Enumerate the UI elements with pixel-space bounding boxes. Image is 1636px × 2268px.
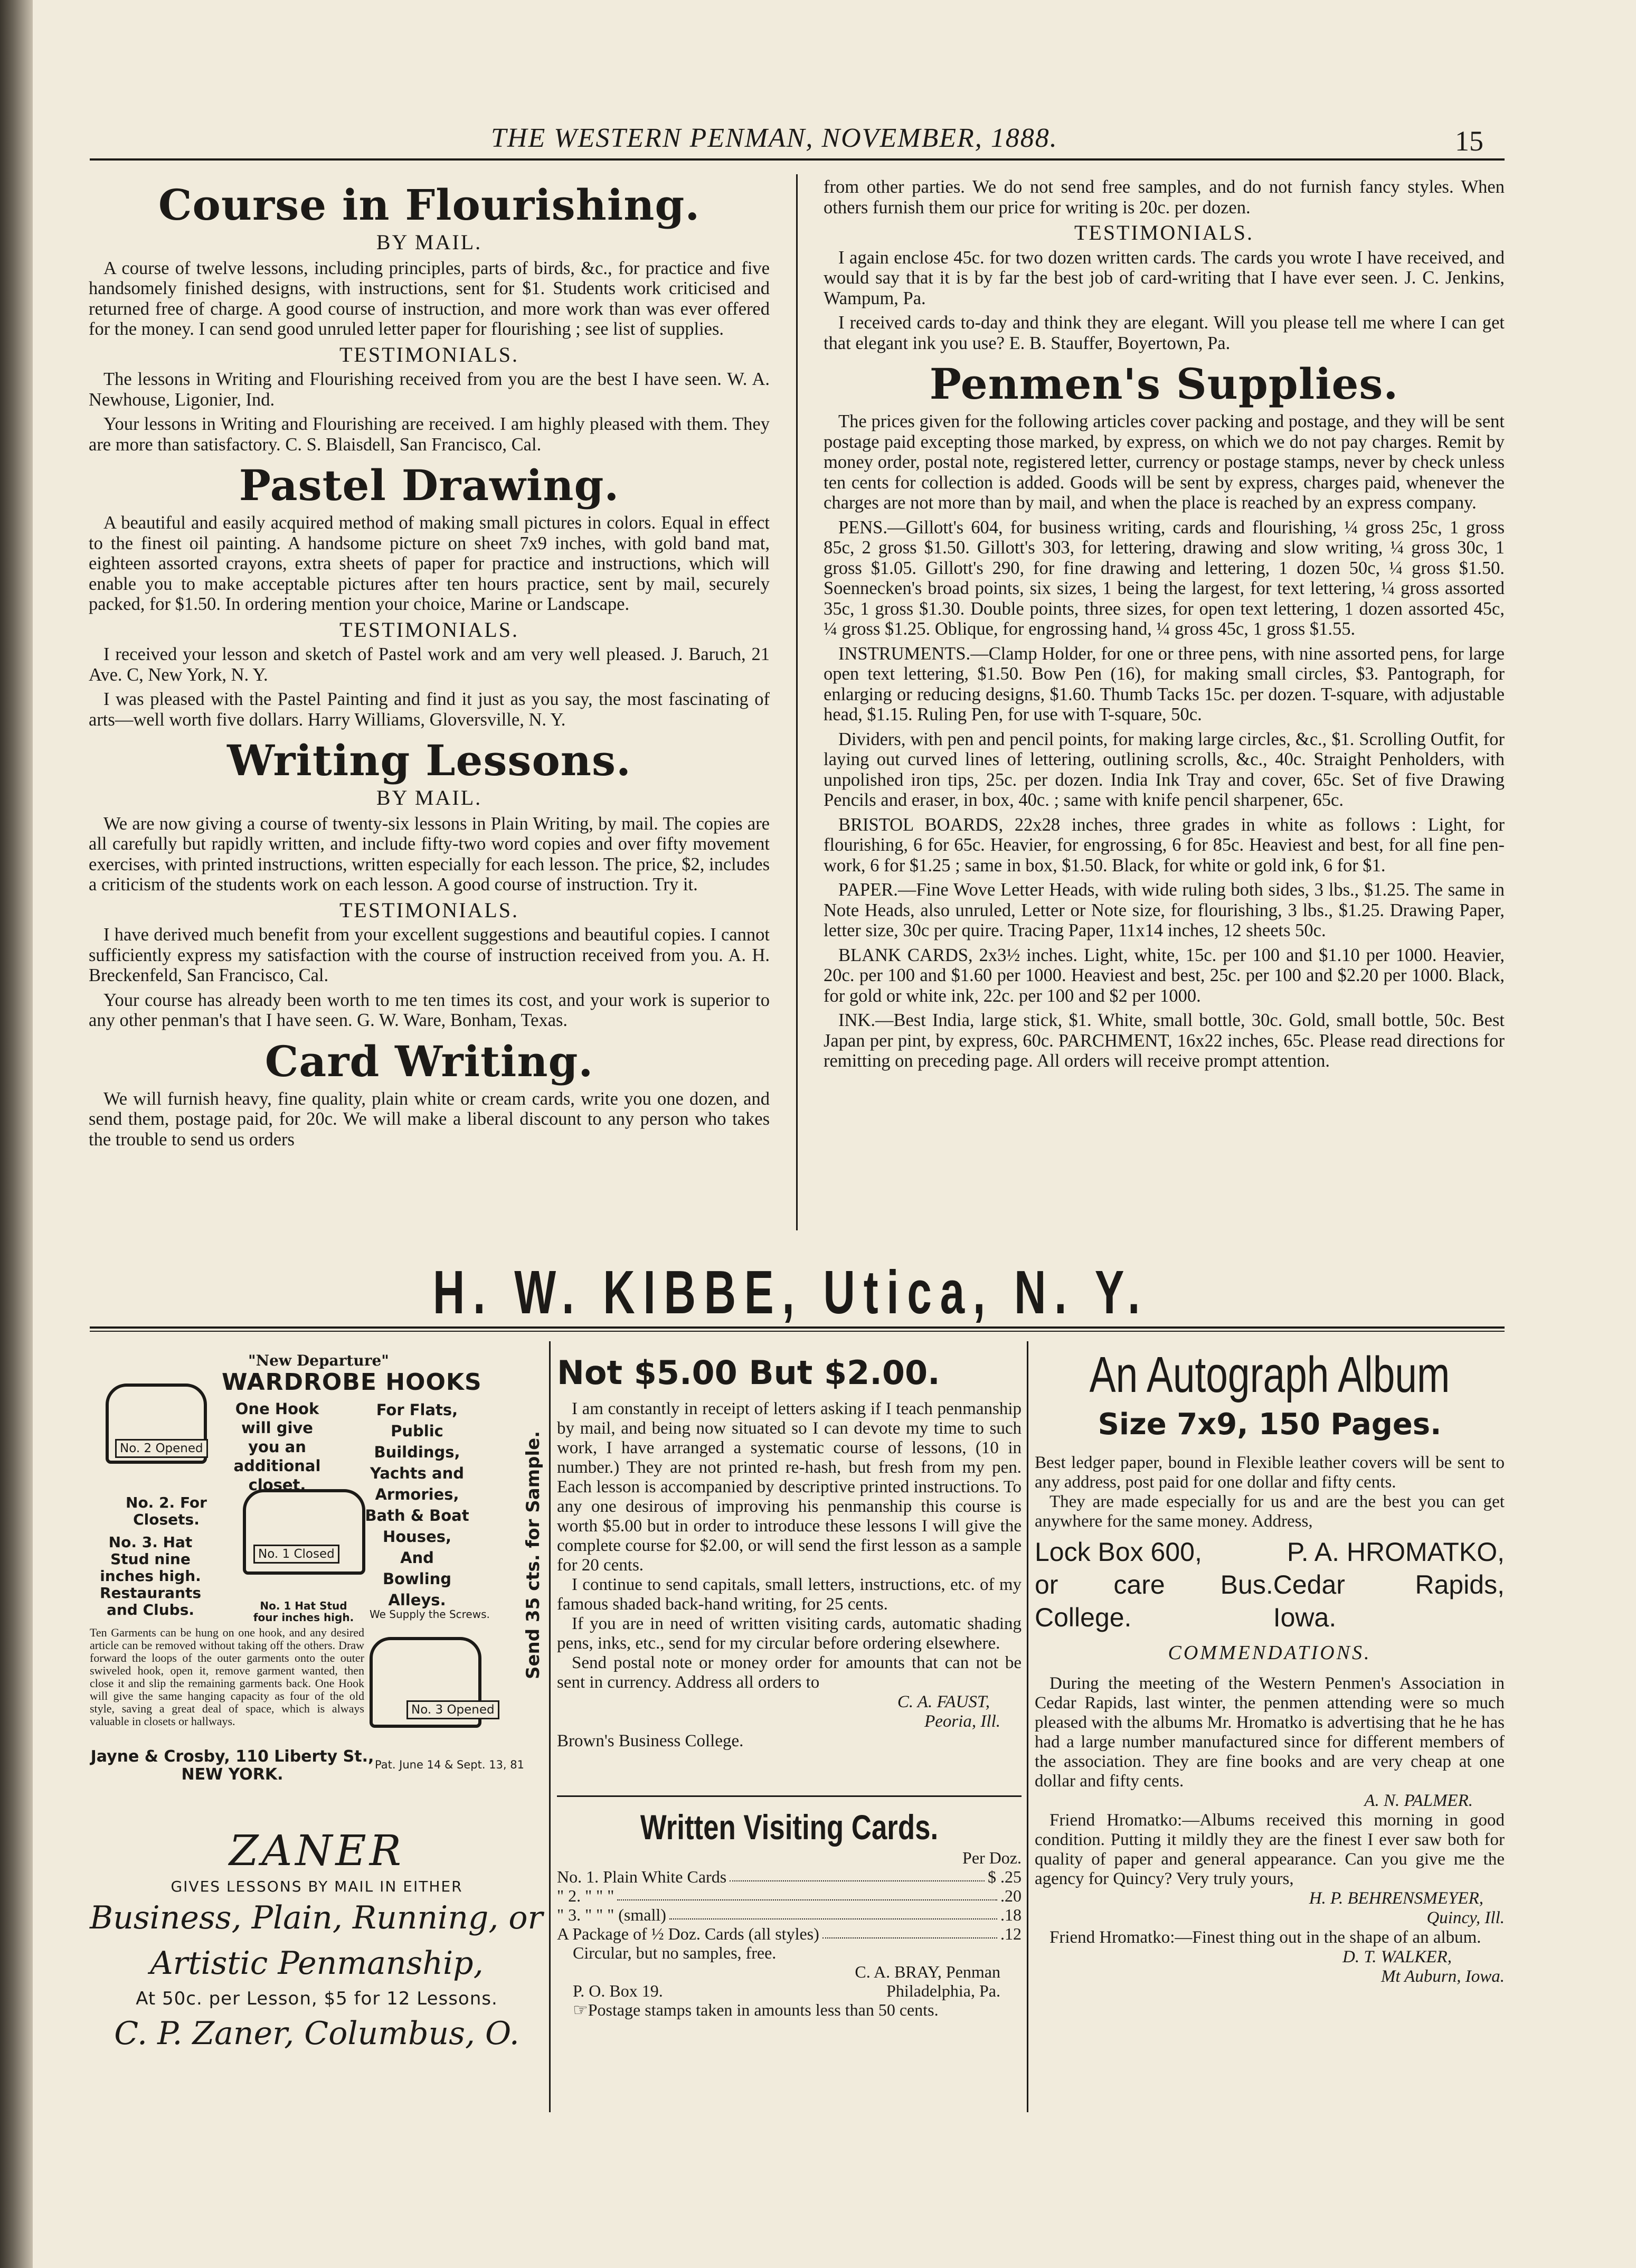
zaner-line5: C. P. Zaner, Columbus, O. — [114, 2015, 519, 2052]
zaner-line3: Artistic Penmanship, — [150, 1945, 484, 1982]
pastel-testimonial-2: I was pleased with the Pastel Painting and find it just as you say, the most fascinating of arts—well worth five dollars. Harry Williams, Gloversville, N. Y. — [89, 689, 770, 730]
album-city: Cedar Rapids, Iowa. — [1273, 1570, 1505, 1632]
pastel-testimonial-1-sig: J. Baruch, 21 Ave. C, New York, N. Y. — [89, 644, 770, 685]
flourishing-testimonial-1: The lessons in Writing and Flourishing received from you are the best I have seen. W. A. Newhouse, Ligonier, Ind. — [89, 369, 770, 410]
ad-divider-1 — [549, 1341, 551, 2112]
header-rule — [90, 158, 1505, 161]
hooks-left-text: One Hook will give you an additional closet. — [233, 1400, 321, 1494]
album-c2-place: Quincy, Ill. — [1426, 1908, 1505, 1927]
album-commendations-label: COMMENDATIONS. — [1168, 1642, 1372, 1664]
cards-row-4: A Package of ½ Doz. Cards (all styles) .12 — [557, 1924, 1022, 1943]
writing-testimonial-2: Your course has already been worth to me ten times its cost, and your work is superior to any other penman's that I have seen. G. W. Ware, Bonham, Texas. — [89, 990, 770, 1030]
faust-bottom-rule — [557, 1795, 1022, 1797]
supplies-heading: Penmen's Supplies. — [929, 359, 1399, 409]
hooks-hat-stud: No. 1 Hat Stud four inches high. — [253, 1599, 354, 1624]
supplies-instruments: INSTRUMENTS.—Clamp Holder, for one or three pens, with nine assorted pens, for large open text lettering, $1.50. Bow Pen (16), for making small circles, $3. Pantograph, for enlarging or reducing designs, $1.60. Thumb Tacks 15c. per dozen. T-square, with adjustable head, $1.15. Ruling Pen, for use with T-square, 50c. — [824, 643, 1505, 724]
page-number: 15 — [1455, 125, 1483, 157]
faust-p1: I am constantly in receipt of letters asking if I teach penmanship by mail, and being now situated so I can devote my time to such work, I have arranged a systematic course of lessons, (10 in number.) They are not printed re-hash, but fresh from my pen. Each lesson is accompanied by descriptive printed instructions. To any one desirous of improving his penmanship this course is worth $5.00 but in order to introduce these lessons I will give the complete course for $2.00, or will send the first lesson as a sample for 20 cents. — [557, 1399, 1022, 1575]
faust-sig-name: C. A. FAUST, — [897, 1692, 990, 1711]
writing-testimonials-label: TESTIMONIALS. — [339, 898, 519, 922]
ads-top-rule-thin — [90, 1331, 1505, 1332]
album-c2: Friend Hromatko:—Albums received this morning in good condition. Putting it mildly they are the finest I ever saw both for quality of paper and general appearance. Can you give me the agency for Quincy? Very truly yours, — [1035, 1811, 1505, 1888]
cards-sig: C. A. BRAY, Penman — [855, 1962, 1000, 1981]
card-testimonial-2: I received cards to-day and think they are elegant. Will you please tell me where I can get that elegant ink you use? E. B. Stauffer, Boyertown, Pa. — [824, 313, 1505, 353]
hooks-side-sample: Send 35 cts. for Sample. — [523, 1431, 544, 1679]
cards-city: Philadelphia, Pa. — [886, 1981, 1000, 2000]
hooks-patent: Pat. June 14 & Sept. 13, 81 — [375, 1758, 524, 1771]
autograph-album-ad — [1035, 1347, 1505, 1987]
album-c3-sig: D. T. WALKER, — [1342, 1947, 1452, 1966]
album-c2-sig: H. P. BEHRENSMEYER, — [1309, 1889, 1483, 1908]
album-title: An Autograph Album — [1089, 1347, 1450, 1403]
hooks-no3-text: No. 3. Hat Stud nine inches high. Restaurants and Clubs. — [99, 1533, 202, 1618]
album-c3-place: Mt Auburn, Iowa. — [1380, 1967, 1505, 1986]
wardrobe-hooks-ad — [90, 1352, 544, 1806]
faust-college: Brown's Business College. — [557, 1731, 744, 1751]
album-c1-sig: A. N. PALMER. — [1364, 1791, 1473, 1810]
pastel-testimonial-2-sig: Harry Williams, Gloversville, N. Y. — [307, 709, 566, 730]
cards-circular: Circular, but no samples, free. — [573, 1943, 777, 1962]
kibbe-advertiser-line: H. W. KIBBE, Utica, N. Y. — [433, 1258, 1149, 1326]
zaner-line2: Business, Plain, Running, or — [90, 1899, 543, 1936]
cards-row-3: " 3. " " " (small) .18 — [557, 1905, 1022, 1924]
writing-heading: Writing Lessons. — [227, 736, 631, 785]
cards-stamps: ☞Postage stamps taken in amounts less than 50 cents. — [573, 2000, 939, 2019]
card-writing-body: We will furnish heavy, fine quality, plain white or cream cards, write you one dozen, and send them, postage paid, for 20c. We will make a liberal discount to any person who takes the trouble to send us orders — [89, 1088, 770, 1150]
album-care: or care Bus. College. — [1035, 1570, 1273, 1632]
cards-row-1: No. 1. Plain White Cards $ .25 — [557, 1867, 1022, 1886]
writing-testimonial-1-sig: A. H. Breckenfeld, San Francisco, Cal. — [89, 945, 770, 985]
hooks-right-text: For Flats, Public Buildings, Yachts and Armories, Bath & Boat Houses, And Bowling Alleys. — [365, 1401, 469, 1609]
supplies-ink: INK.—Best India, large stick, $1. White, small bottle, 30c. Gold, small bottle, 50c. Best Japan per pint, by express, 60c. PARCHMENT, 16x22 inches, 65c. Please read directions for remitting on preceding page. All orders will receive prompt attention. — [824, 1010, 1505, 1071]
card-testimonial-1: I again enclose 45c. for two dozen written cards. The cards you wrote I have received, and would say that it is by far the best job of card-writing that I have ever seen. J. C. Jenkins, Wampum, Pa. — [824, 247, 1505, 308]
writing-testimonial-1: I have derived much benefit from your excellent suggestions and beautiful copies. I cannot sufficiently express my satisfaction with the course of instruction received from you. A. H. Breckenfeld, San Francisco, Cal. — [89, 925, 770, 985]
album-c3: Friend Hromatko:—Finest thing out in the shape of an album. — [1049, 1928, 1481, 1947]
flourishing-body: A course of twelve lessons, including principles, parts of birds, &c., for practice and five handsomely finished designs, with instructions, sent for $1. Students work criticised and returned free of charge. A good course of instruction, and more work than was ever offered for the money. I can send good unruled letter paper for flourishing ; see list of supplies. — [89, 258, 770, 339]
faust-p3: If you are in need of written visiting cards, automatic shading pens, inks, etc., send for my circular before ordering elsewhere. — [557, 1614, 1022, 1653]
supplies-pens: PENS.—Gillott's 604, for business writing, cards and flourishing, ¼ gross 25c, 1 gross 85c, 2 gross $1.50. Gillott's 303, for lettering, drawing and slow writing, ¼ gross 30c, 1 gross $1.05. Gillott's 290, for fine drawing and lettering, 1 dozen 50c, ¼ gross $1.50. Soennecken's broad points, six sizes, 1 being the largest, for text lettering, ¼ gross assorted 35c, 1 gross $1.30. Double points, three sizes, for open text lettering, 1 dozen assorted 45c, ¼ gross $1.25. Oblique, for engrossing hand, ¼ gross 45c, 1 gross $1.55. — [824, 517, 1505, 639]
flourishing-testimonial-2-sig: C. S. Blaisdell, San Francisco, Cal. — [285, 434, 542, 455]
card-testimonials-label: TESTIMONIALS. — [1074, 221, 1254, 244]
flourishing-testimonial-2: Your lessons in Writing and Flourishing are received. I am highly pleased with them. They are more than satisfactory. C. S. Blaisdell, San Francisco, Cal. — [89, 414, 770, 455]
hooks-new-departure: "New Departure" — [248, 1352, 389, 1369]
hook-no2-label: No. 2 Opened — [115, 1439, 208, 1458]
ads-top-rule — [90, 1326, 1505, 1329]
card-writing-continued: from other parties. We do not send free samples, and do not furnish fancy styles. When others furnish them our price for writing is 20c. per dozen. — [824, 177, 1505, 218]
zaner-line1: GIVES LESSONS BY MAIL IN EITHER — [171, 1878, 463, 1895]
cards-box: P. O. Box 19. — [573, 1981, 663, 2000]
album-p2: They are made especially for us and are the best you can get anywhere for the same money. Address, — [1035, 1492, 1505, 1531]
pastel-testimonials-label: TESTIMONIALS. — [339, 617, 519, 642]
cards-row-2: " 2. " " " .20 — [557, 1886, 1022, 1905]
pastel-testimonial-1: I received your lesson and sketch of Pastel work and am very well pleased. J. Baruch, 21 Ave. C, New York, N. Y. — [89, 644, 770, 685]
album-c1: During the meeting of the Western Penmen's Association in Cedar Rapids, last winter, the penmen attending were so much pleased with the albums Mr. Hromatko is advertising that he he has had a large number manufactured since for different members of the association. They are fine books and are very cheap at one dollar and fifty cents. — [1035, 1674, 1505, 1791]
supplies-paper: PAPER.—Fine Wove Letter Heads, with wide ruling both sides, 3 lbs., $1.25. The same in Note Heads, also unruled, Letter or Note size, for flourishing, 3 lbs., $1.25. Drawing Paper, letter size, 30c per quire. Tracing Paper, 11x14 inches, 12 sheets 50c. — [824, 880, 1505, 940]
card-writing-heading: Card Writing. — [264, 1036, 594, 1086]
supplies-blank-cards: BLANK CARDS, 2x3½ inches. Light, white, 15c. per 100 and $1.10 per 1000. Heavier, 20c. per 100 and $1.60 per 1000. Heaviest and best, 25c. per 100 and $2.20 per 1000. Black, for gold or white ink, 22c. per 100 and $2 per 1000. — [824, 945, 1505, 1006]
pastel-heading: Pastel Drawing. — [239, 460, 620, 510]
faust-title: Not $5.00 But $2.00. — [557, 1353, 940, 1392]
album-address-1 — [1035, 1536, 1505, 1568]
hooks-small-print: Ten Garments can be hung on one hook, and any desired article can be removed without taking off the others. Draw forward the loops of the outer garments onto the outer swiveled hook, open it, remove garment wanted, then close it and slip the remaining garments back. One Hook will give the same hanging capacity as four of the old style, saving a great deal of space, which is always valuable in closets or hallways. — [90, 1626, 364, 1728]
flourishing-heading: Course in Flourishing. — [158, 180, 701, 230]
faust-p2: I continue to send capitals, small letters, instructions, etc. of my famous shaded back-hand writing, for 25 cents. — [557, 1575, 1022, 1614]
writing-by-mail: BY MAIL. — [376, 786, 483, 810]
album-name: P. A. HROMATKO, — [1287, 1537, 1505, 1567]
writing-testimonial-2-sig: G. W. Ware, Bonham, Texas. — [357, 1010, 568, 1030]
album-address-2 — [1035, 1568, 1505, 1634]
left-column — [89, 174, 770, 1154]
cards-title: Written Visiting Cards. — [640, 1808, 939, 1847]
album-p1: Best ledger paper, bound in Flexible leather covers will be sent to any address, post paid for one dollar and fifty cents. — [1035, 1453, 1505, 1492]
hook-no1-label: No. 1 Closed — [253, 1545, 339, 1564]
hooks-no2-text: No. 2. For Closets. — [126, 1494, 207, 1528]
visiting-cards-ad — [557, 1806, 1022, 2019]
right-column — [824, 177, 1505, 1076]
flourishing-testimonials-label: TESTIMONIALS. — [339, 342, 519, 366]
card-testimonial-1-sig: J. C. Jenkins, Wampum, Pa. — [824, 268, 1505, 308]
hooks-supply-screws: We Supply the Screws. — [370, 1608, 490, 1621]
faust-ad — [557, 1352, 1022, 1751]
flourishing-by-mail: BY MAIL. — [376, 230, 483, 254]
supplies-intro: The prices given for the following articles cover packing and postage, and they will be sent postage paid excepting those marked, by express, on which we do not pay charges. Remit by money order, postal note, registered letter, currency or postage stamps, never by check unless ten cents for collection is added. Goods will be sent by express, charges paid, whenever the charges are not more than by mail, and when the place is reached by an express company. — [824, 411, 1505, 513]
cards-per-doz: Per Doz. — [962, 1848, 1022, 1867]
zaner-line4: At 50c. per Lesson, $5 for 12 Lessons. — [136, 1988, 498, 2009]
hook-no3-label: No. 3 Opened — [406, 1700, 499, 1719]
pastel-body: A beautiful and easily acquired method of making small pictures in colors. Equal in effect to the finest oil painting. A handsome picture on sheet 7x9 inches, with gold band mat, eighteen assorted crayons, extra sheets of paper for practice and instructions, which will enable you to make acceptable pictures after ten hours practice, sent by mail, securely packed, for $1.50. In ordering mention your choice, Marine or Landscape. — [89, 513, 770, 614]
supplies-dividers: Dividers, with pen and pencil points, for making large circles, &c., $1. Scrolling Outfit, for laying out curved lines of lettering, outlining scrolls, &c., 40c. Straight Penholders, with unpolished iron tips, 25c. per dozen. India Ink Tray and cover, 65c. Set of five Drawing Pencils and eraser, in box, 40c. ; same with knife pencil sharpener, 65c. — [824, 729, 1505, 810]
writing-body: We are now giving a course of twenty-six lessons in Plain Writing, by mail. The copies are all carefully but rapidly written, and include fifty-two word copies and over fifty movement exercises, with printed instructions, written especially for each lesson. The price, $2, includes a criticism of the students work on each lesson. A good course of instruction. Try it. — [89, 813, 770, 895]
zaner-name: ZANER — [229, 1826, 404, 1875]
card-testimonial-2-sig: E. B. Stauffer, Boyertown, Pa. — [1009, 333, 1231, 353]
hooks-title: WARDROBE HOOKS — [222, 1369, 482, 1396]
flourishing-testimonial-1-sig: W. A. Newhouse, Ligonier, Ind. — [89, 369, 770, 410]
album-lockbox: Lock Box 600, — [1035, 1537, 1202, 1567]
page-binding-shadow — [0, 0, 33, 2268]
column-divider — [796, 174, 798, 1230]
masthead-title: THE WESTERN PENMAN, NOVEMBER, 1888. — [491, 123, 1058, 153]
faust-sig-place: Peoria, Ill. — [924, 1712, 1000, 1731]
hooks-company: Jayne & Crosby, 110 Liberty St., NEW YORK. — [90, 1747, 374, 1784]
zaner-ad — [90, 1827, 544, 2056]
ad-divider-2 — [1027, 1341, 1028, 2112]
album-size: Size 7x9, 150 Pages. — [1098, 1407, 1442, 1442]
cards-address — [557, 1981, 1022, 2000]
supplies-bristol: BRISTOL BOARDS, 22x28 inches, three grades in white as follows : Light, for flourishing, 6 for 65c. Heavier, for engrossing, 6 for 85c. Heaviest and best, for all fine pen-work, 6 for $1.25 ; same in box, $1.50. Black, for white or gold ink, 6 for $1. — [824, 814, 1505, 876]
faust-p4: Send postal note or money order for amounts that can not be sent in currency. Address all orders to — [557, 1653, 1022, 1692]
